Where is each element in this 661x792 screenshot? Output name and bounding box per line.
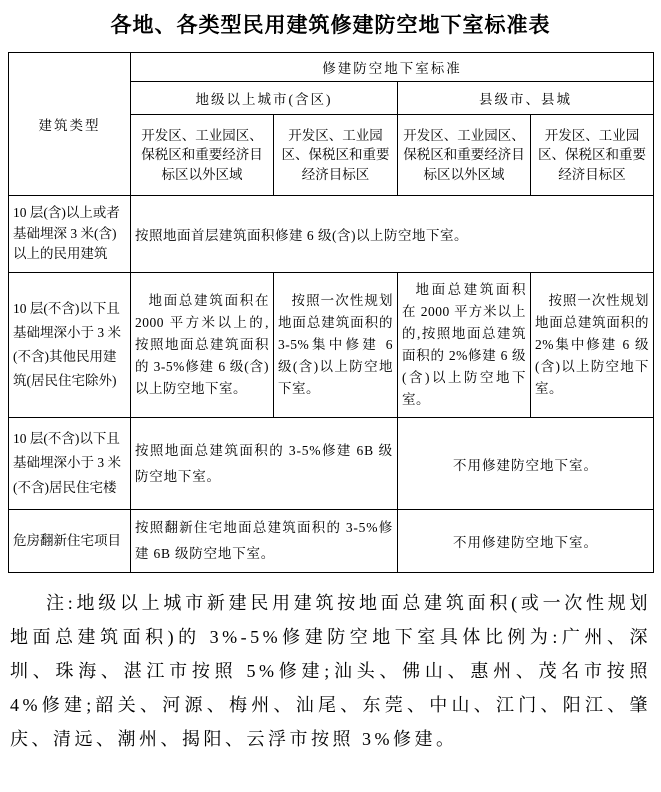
header-county-outside-zone: 开发区、工业园区、保税区和重要经济目标区以外区域 <box>398 115 531 196</box>
page-title: 各地、各类型民用建筑修建防空地下室标准表 <box>110 14 551 37</box>
table-row-residential <box>9 418 654 510</box>
rule-cell-county-outside: 地面总建筑面积在 2000 平方米以上的,按照地面总建筑面积的 2%修建 6 级(含)以上防空地下室。 <box>398 273 531 418</box>
rule-cell-county: 不用修建防空地下室。 <box>398 418 654 510</box>
header-county-inside-zone: 开发区、工业园区、保税区和重要经济目标区 <box>531 115 654 196</box>
header-city-group: 地级以上城市(含区) <box>131 82 398 115</box>
header-county-group: 县级市、县城 <box>398 82 654 115</box>
rule-cell-city-outside: 地面总建筑面积在 2000 平方米以上的,按照地面总建筑面积的 3-5%修建 6 级(含)以上防空地下室。 <box>131 273 274 418</box>
rule-cell-city: 按照地面总建筑面积的 3-5%修建 6B 级防空地下室。 <box>131 418 398 510</box>
header-standard: 修建防空地下室标准 <box>131 53 654 82</box>
header-city-outside-zone: 开发区、工业园区、保税区和重要经济目标区以外区域 <box>131 115 274 196</box>
table-row-other-buildings <box>9 273 654 418</box>
rule-cell: 按照地面首层建筑面积修建 6 级(含)以上防空地下室。 <box>131 196 654 273</box>
note-paragraph: 注:地级以上城市新建民用建筑按地面总建筑面积(或一次性规划地面总建筑面积)的 3%-5%修建防空地下室具体比例为:广州、深圳、珠海、湛江市按照 5%修建;汕头、佛山、惠州、茂名市按照 4%修建;韶关、河源、梅州、汕尾、东莞、中山、江门、阳江、肇庆、清远、潮州、揭阳、云浮市按照 3%修建。 <box>10 593 651 749</box>
building-type-cell: 10 层(不含)以下且基础埋深小于 3 米(不含)其他民用建筑(居民住宅除外) <box>9 273 131 418</box>
rule-cell-county: 不用修建防空地下室。 <box>398 510 654 573</box>
table-row-renovation <box>9 510 654 573</box>
rule-cell-city: 按照翻新住宅地面总建筑面积的 3-5%修建 6B 级防空地下室。 <box>131 510 398 573</box>
rule-cell-city-inside: 按照一次性规划地面总建筑面积的 3-5%集中修建 6 级(含)以上防空地下室。 <box>274 273 398 418</box>
table-row-high-rise <box>9 196 654 273</box>
header-row-1 <box>9 53 654 82</box>
building-type-cell: 10 层(含)以上或者基础埋深 3 米(含)以上的民用建筑 <box>9 196 131 273</box>
header-building-type: 建筑类型 <box>9 53 131 196</box>
header-city-inside-zone: 开发区、工业园区、保税区和重要经济目标区 <box>274 115 398 196</box>
standards-table <box>8 52 654 573</box>
building-type-cell: 危房翻新住宅项目 <box>9 510 131 573</box>
rule-cell-county-inside: 按照一次性规划地面总建筑面积的 2%集中修建 6 级(含)以上防空地下室。 <box>531 273 654 418</box>
building-type-cell: 10 层(不含)以下且基础埋深小于 3 米(不含)居民住宅楼 <box>9 418 131 510</box>
